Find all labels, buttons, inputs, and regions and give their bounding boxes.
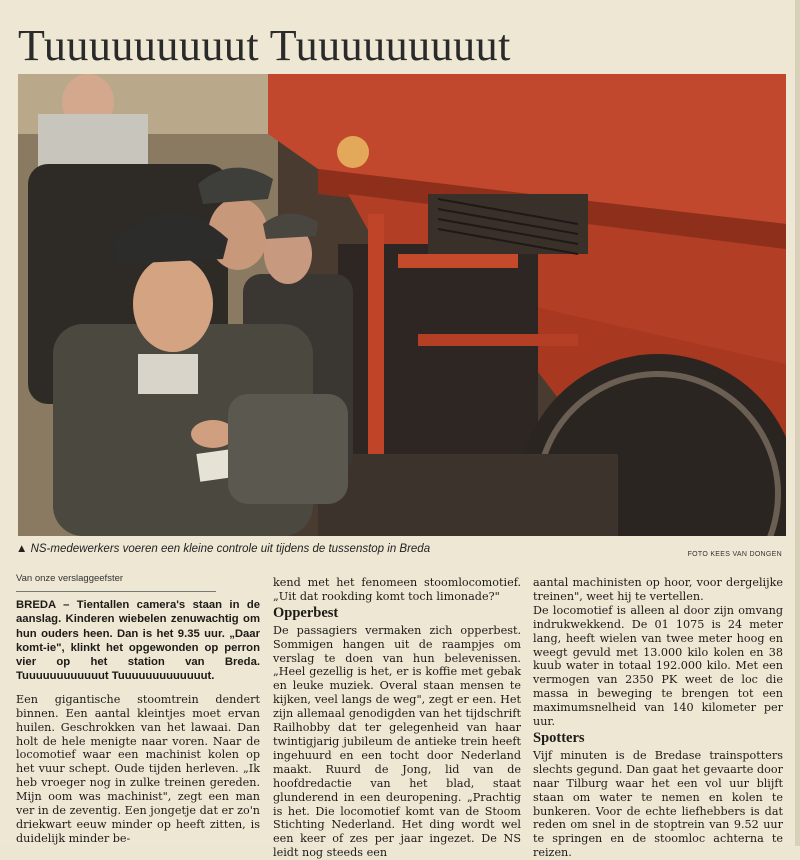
dateline: BREDA – (16, 599, 70, 611)
locomotive-lamp (337, 136, 369, 168)
column-3 (533, 576, 783, 860)
byline: Van onze verslaggeefster (16, 573, 124, 584)
column-2 (273, 576, 521, 860)
photo-illustration (18, 74, 786, 536)
lead-paragraph (16, 598, 260, 684)
subheading: Opperbest (273, 604, 339, 621)
lead-text: Tientallen camera's staan in de aanslag. Kinderen wiebelen zenuwachtig om hun ouders heen. Dan is het 9.35 uur. „Daar komt-ie", klinkt het opgewonden op perron vier op het station van Breda. Tuuuuuuuuuuuut Tuuuuuuuuuuuuut. (16, 599, 261, 683)
headline: Tuuuuuuuuut Tuuuuuuuuut (18, 21, 511, 70)
body-paragraph: Vijf minuten is de Bredase trainspotters slechts gegund. Dan gaat het gevaarte door naar Tilburg waar het een vol uur blijft staan om water te nemen en kolen te bunkeren. Voor de echte liefhebbers is dat reden om snel in de stoptrein van 9.52 uur te springen en de stoomloc achterna te reizen. (533, 748, 783, 860)
body-paragraph: Een gigantische stoomtrein dendert binnen. Een aantal kleintjes moet ervan huilen. Geschrokken van het lawaai. Dan holt de hele menigte naar voren. Naar de locomotief waar een machinist kolen op het vuur schept. Oude tijden herleven. „Ik heb vroeger nog in zulke treinen gereden. Mijn oom was machinist", zegt een man ver in de zeventig. Een jongetje dat er zo'n driekwart eeuw minder op heeft zitten, is duidelijk minder be- (16, 692, 260, 845)
photo-railway-workers-inspecting-locomotive (18, 74, 786, 536)
clipping-edge (795, 0, 800, 846)
body-paragraph: aantal machinisten op hoor, voor dergelijke treinen", weet hij te vertellen. (533, 576, 783, 603)
column-1 (16, 598, 260, 846)
subheading: Spotters (533, 729, 585, 746)
body-paragraph: De passagiers vermaken zich opperbest. Sommigen hangen uit de raampjes om verslag te doen van hun belevenissen. „Heel gezellig is het, er is koffie met gebak en leuke muziek. Overal staan mensen te kijken, veel langs de weg", zegt er een. Het zijn allemaal genodigden van het tijdschrift Railhobby dat ter gelegenheid van haar twintigjarig jubileum de antieke trein heeft ingehuurd en een tocht door Nederland maakt. Ruurd de Jong, lid van de hoofdredactie van het blad, staat glunderend in een deuropening. „Prachtig is het. Die locomotief komt van de Stoom Stichting Nederland. Het ding wordt wel een keer of zes per jaar ingezet. De NS leidt nog steeds een (273, 623, 521, 860)
divider (16, 591, 216, 592)
photo-credit: FOTO KEES VAN DONGEN (687, 551, 782, 558)
body-paragraph: kend met het fenomeen stoomlocomotief. „Uit dat rookding komt toch limonade?" (273, 576, 521, 603)
photo-caption: ▲ NS-medewerkers voeren een kleine controle uit tijdens de tussenstop in Breda (16, 543, 431, 555)
body-paragraph: De locomotief is alleen al door zijn omvang indrukwekkend. De 01 1075 is 24 meter lang, heeft wielen van twee meter hoog en weegt gevuld met 13.000 kilo kolen en 38 kuub water in totaal 192.000 kilo. Met een vermogen van 2350 PK weet de loc die massa in beweging te brengen tot een maximumsnelheid van 140 kilometer per uur. (533, 603, 783, 729)
